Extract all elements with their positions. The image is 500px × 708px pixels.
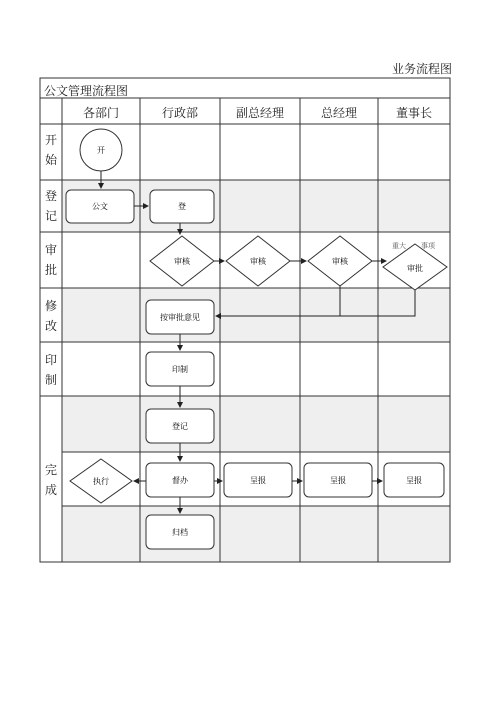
document-title: 业务流程图 — [392, 62, 453, 76]
execute-label: 执行 — [93, 477, 109, 486]
column-header-vice-gm: 副总经理 — [235, 106, 284, 120]
major-label: 重大 — [392, 242, 406, 250]
matter-label: 事项 — [421, 242, 435, 250]
column-header-admin: 行政部 — [161, 106, 198, 120]
gongwen-label: 公文 — [92, 202, 108, 211]
report1-label: 呈报 — [250, 476, 266, 485]
row-label-print: 印 制 — [44, 353, 57, 387]
report2-label: 呈报 — [330, 476, 346, 485]
shenpi-label: 审批 — [407, 264, 423, 273]
deng-label: 登 — [178, 202, 186, 211]
column-header-gm: 总经理 — [320, 106, 357, 120]
row-label-complete: 完 成 — [44, 463, 57, 497]
row-label-revise: 修 改 — [44, 299, 57, 333]
shenhe3-label: 审核 — [332, 257, 348, 266]
table-title: 公文管理流程图 — [44, 84, 129, 98]
column-header-chairman: 董事长 — [395, 106, 432, 120]
print-label: 印制 — [172, 365, 188, 374]
row-label-approve: 审 批 — [44, 243, 57, 277]
register-label: 登记 — [172, 422, 188, 431]
row-label-register: 登 记 — [44, 189, 57, 223]
row-label-start: 开 始 — [44, 133, 57, 167]
band-revise — [62, 288, 450, 342]
start-label: 开 — [97, 146, 105, 155]
report3-label: 呈报 — [406, 476, 422, 485]
archive-label: 归档 — [172, 528, 188, 537]
supervise-label: 督办 — [172, 476, 188, 485]
shenhe1-label: 审核 — [174, 257, 190, 266]
band-complete-3 — [62, 506, 450, 562]
revise-label: 按审批意见 — [160, 313, 200, 322]
shenhe2-label: 审核 — [250, 257, 266, 266]
band-complete-1 — [62, 396, 450, 452]
column-header-departments: 各部门 — [82, 106, 119, 120]
